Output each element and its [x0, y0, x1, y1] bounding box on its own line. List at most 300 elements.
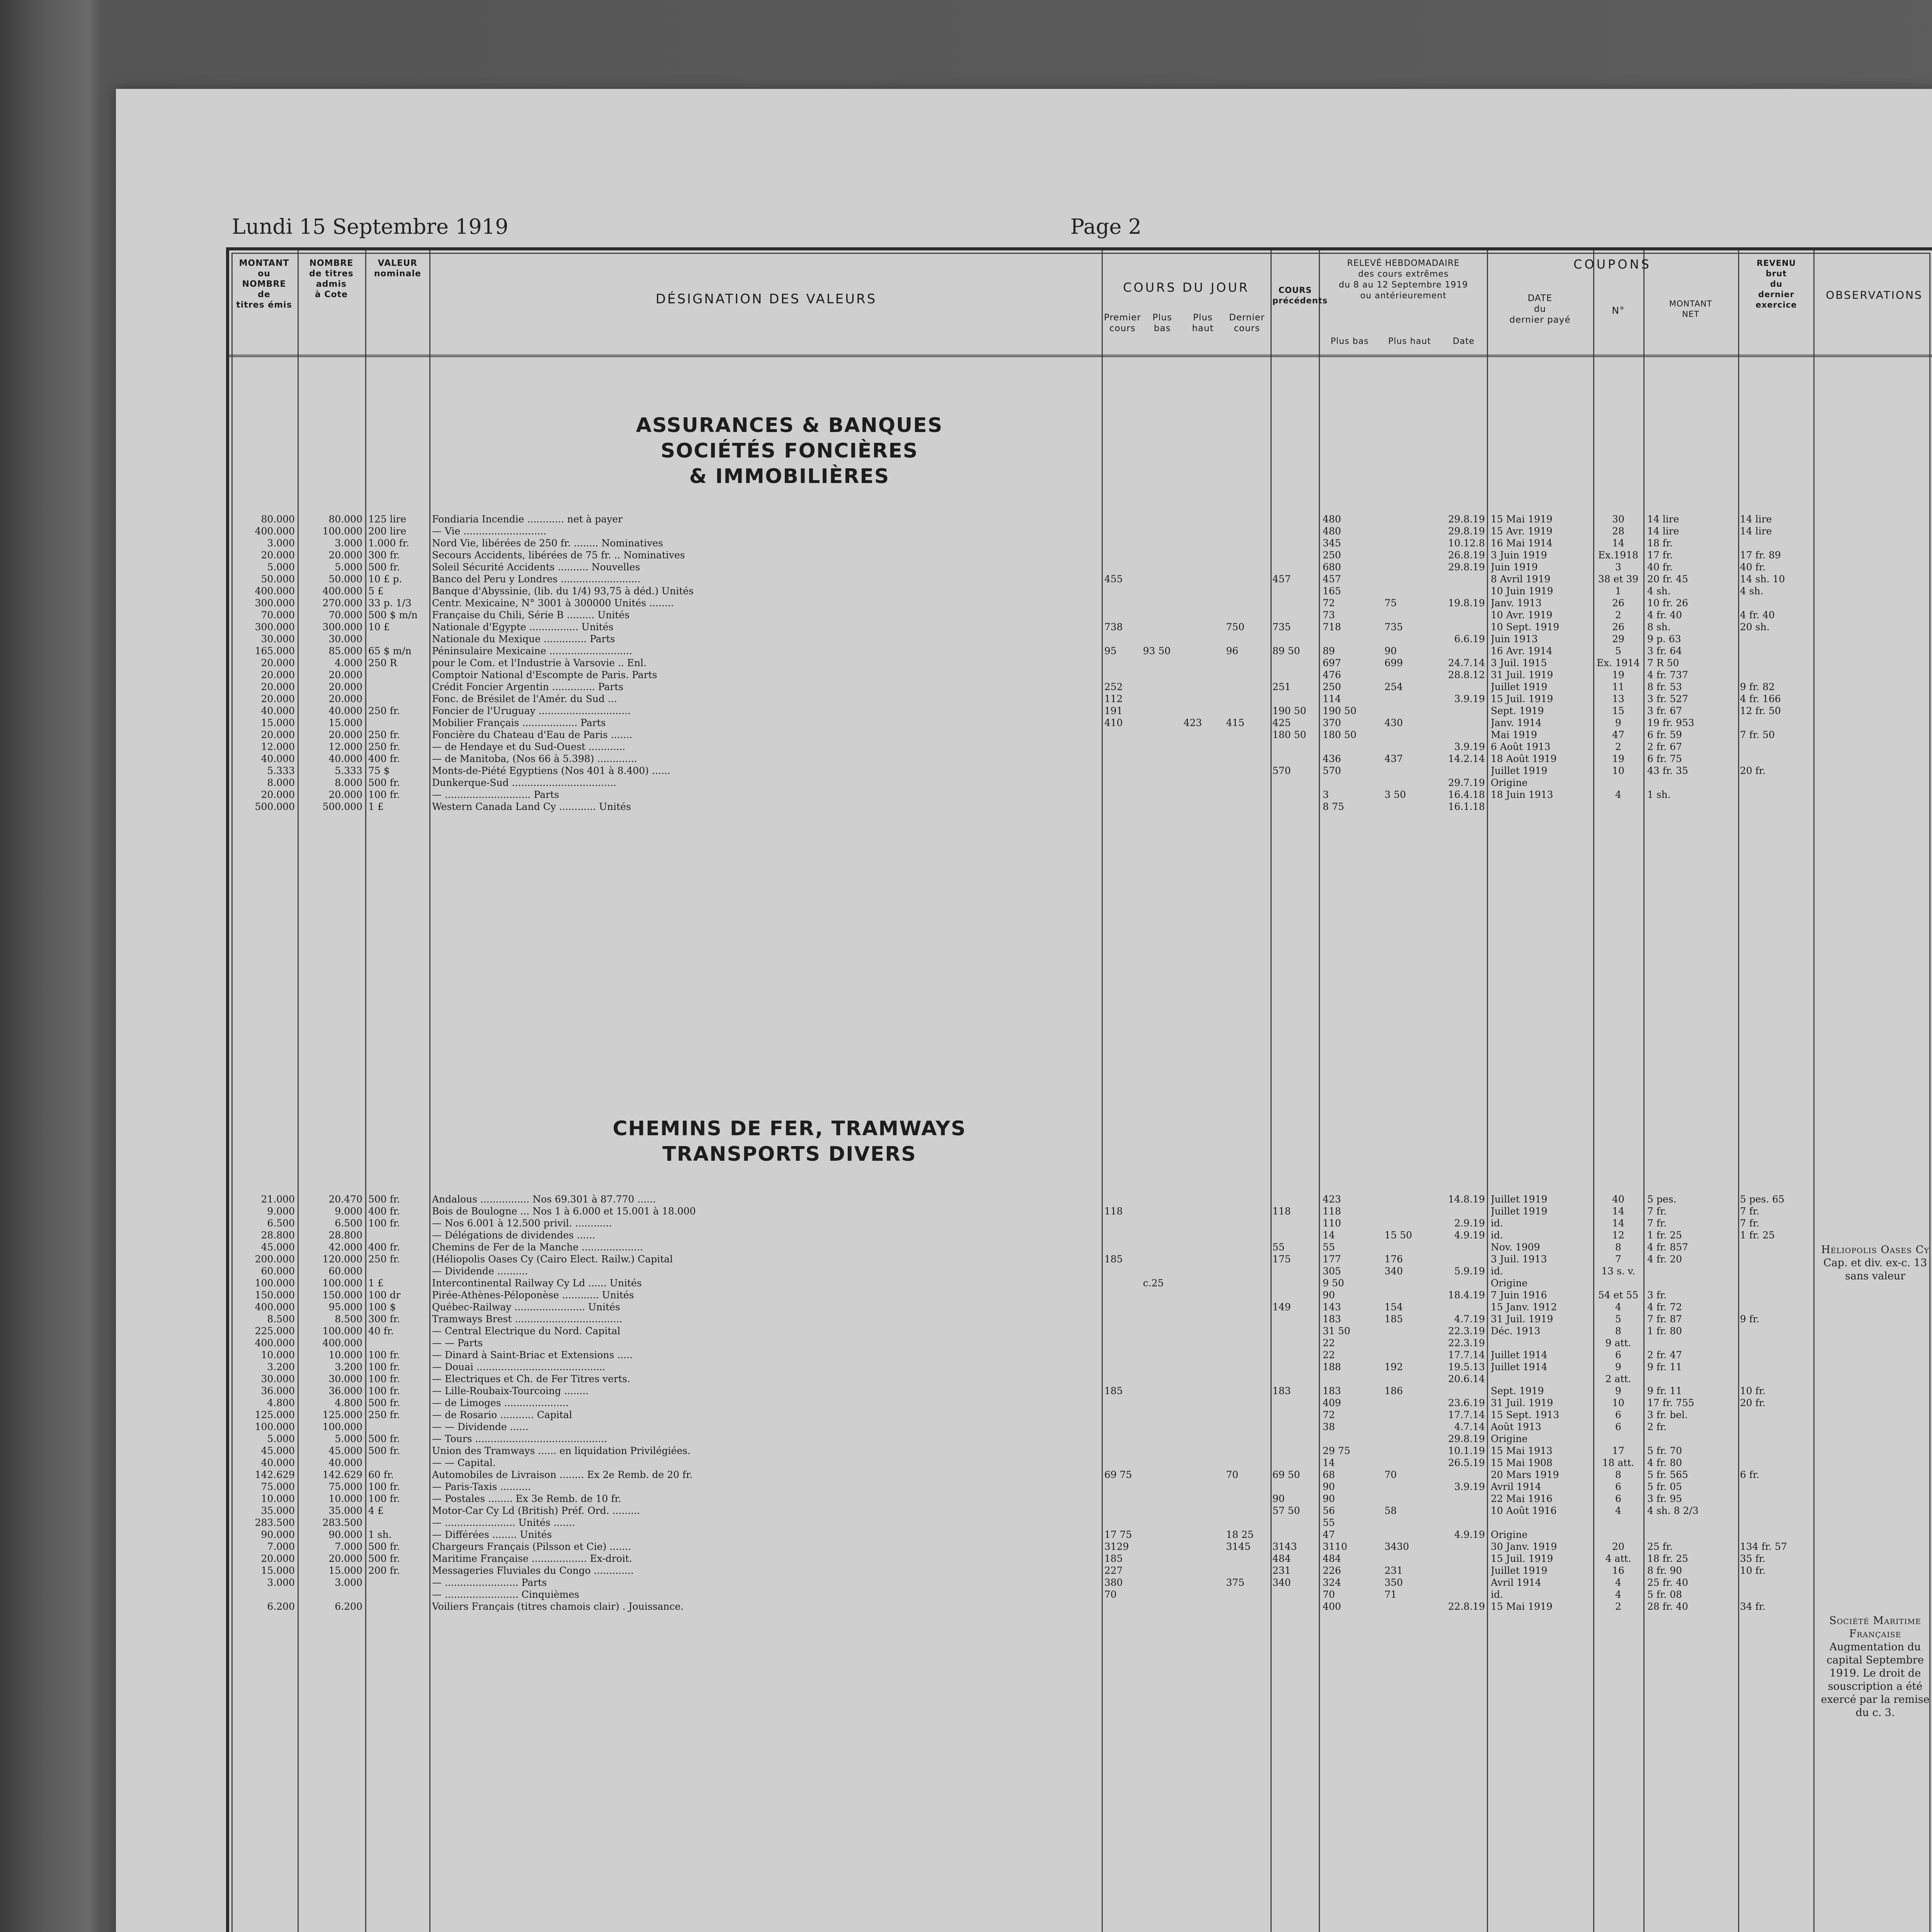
cell-nomb: 15.000	[328, 717, 362, 728]
table-row	[229, 1253, 1932, 1265]
cell-wpb: 72	[1323, 1409, 1335, 1420]
cell-cdate: Sept. 1919	[1491, 1385, 1544, 1396]
table-row	[229, 789, 1932, 801]
cell-rev: 12 fr. 50	[1740, 705, 1781, 716]
cell-val: 1.000 fr.	[368, 537, 409, 549]
col-separator	[1738, 250, 1739, 1932]
col-coupon-date: DATE du dernier payé	[1509, 293, 1571, 325]
cell-val: 1 £	[368, 1277, 384, 1289]
cell-des: Mobilier Français .................. Parts	[432, 717, 606, 728]
table-row	[229, 1433, 1932, 1445]
cell-wpb: 177	[1323, 1253, 1341, 1265]
cell-wph: 90	[1384, 645, 1397, 656]
cell-wpb: 476	[1323, 669, 1341, 680]
cell-nomb: 3.200	[335, 1361, 362, 1372]
col-separator	[365, 250, 366, 1932]
cell-nomb: 20.000	[328, 693, 362, 704]
observation-title: Héliopolis Oases Cy	[1821, 1244, 1929, 1256]
cell-val: 4 £	[368, 1505, 384, 1516]
cell-val: 200 fr.	[368, 1565, 400, 1576]
cell-mont: 300.000	[255, 621, 295, 633]
cell-nomb: 30.000	[328, 1373, 362, 1384]
cell-mont: 70.000	[261, 609, 295, 621]
cell-cmon: 7 fr.	[1647, 1218, 1667, 1229]
cell-mont: 200.000	[255, 1253, 295, 1265]
cell-wph: 340	[1384, 1265, 1403, 1277]
cell-wpb: 188	[1323, 1361, 1341, 1372]
col-designation: DÉSIGNATION DES VALEURS	[655, 291, 877, 307]
cell-wpb: 114	[1323, 693, 1341, 704]
cell-val: 100 fr.	[368, 1373, 400, 1384]
cell-des: Secours Accidents, libérées de 75 fr. .. Nominatives	[432, 549, 685, 561]
section-title-chemins-de-fer: CHEMINS DE FER, TRAMWAYS TRANSPORTS DIVERS	[612, 1117, 966, 1166]
cell-wdate: 29.8.19	[1448, 514, 1485, 525]
cell-plh: 423	[1184, 717, 1202, 728]
cell-prec: 190 50	[1272, 705, 1306, 716]
cell-cno: Ex.1918	[1598, 549, 1638, 561]
cell-prec: 340	[1272, 1577, 1291, 1588]
col-coupon-montant: MONTANT NET	[1669, 299, 1713, 319]
cell-nomb: 40.000	[328, 1457, 362, 1468]
cell-mont: 125.000	[255, 1409, 295, 1420]
cell-cno: 38 et 39	[1598, 573, 1639, 585]
cell-cmon: 5 fr. 05	[1647, 1481, 1682, 1492]
cell-wph: 75	[1384, 597, 1397, 609]
cell-cno: 5	[1615, 645, 1621, 656]
col-dernier: Dernier cours	[1229, 313, 1265, 333]
table-row	[229, 1529, 1932, 1541]
table-row	[229, 1313, 1932, 1325]
cell-nomb: 6.200	[335, 1601, 362, 1612]
cell-cdate: 15 Juil. 1919	[1491, 693, 1553, 704]
table-row	[229, 1301, 1932, 1313]
cell-cmon: 7 fr.	[1647, 1206, 1667, 1217]
cell-mont: 21.000	[261, 1194, 295, 1205]
cell-wdate: 26.5.19	[1448, 1457, 1485, 1468]
cell-wpb: 180 50	[1323, 729, 1357, 740]
cell-val: 500 fr.	[368, 1433, 400, 1444]
cell-cmon: 3 fr. 527	[1647, 693, 1688, 704]
cell-des: — Différées ........ Unités	[432, 1529, 552, 1540]
cell-wpb: 400	[1323, 1601, 1341, 1612]
cell-cno: 29	[1612, 633, 1624, 645]
cell-wdate: 16.1.18	[1448, 801, 1485, 812]
cell-des: Intercontinental Railway Cy Ld ...... Unités	[432, 1277, 642, 1289]
cell-cmon: 17 fr. 755	[1647, 1397, 1694, 1408]
col-plus-bas: Plus bas	[1152, 313, 1172, 333]
cell-wpb: 22	[1323, 1349, 1335, 1361]
cell-wdate: 14.8.19	[1448, 1194, 1485, 1205]
cell-des: — — Dividende ......	[432, 1421, 529, 1432]
table-row	[229, 1337, 1932, 1349]
cell-nomb: 15.000	[328, 1565, 362, 1576]
cell-rev: 6 fr.	[1740, 1469, 1760, 1480]
cell-cmon: 9 fr. 11	[1647, 1385, 1682, 1396]
table-row	[229, 729, 1932, 741]
cell-cmon: 4 fr. 20	[1647, 1253, 1682, 1265]
cell-wdate: 17.7.14	[1448, 1409, 1485, 1420]
cell-rev: 14 lire	[1740, 526, 1772, 537]
cell-cno: 30	[1612, 514, 1624, 525]
cell-des: — ............................ Parts	[432, 789, 559, 800]
cell-cno: 5	[1615, 1313, 1621, 1325]
cell-des: — Délégations de dividendes ......	[432, 1230, 595, 1241]
cell-cmon: 3 fr. 95	[1647, 1493, 1682, 1504]
cell-cmon: 28 fr. 40	[1647, 1601, 1688, 1612]
cell-prec: 149	[1272, 1301, 1291, 1313]
cell-rev: 10 fr.	[1740, 1565, 1766, 1576]
cell-wdate: 4.9.19	[1454, 1230, 1485, 1241]
cell-wdate: 29.7.19	[1448, 777, 1485, 788]
cell-wpb: 457	[1323, 573, 1341, 585]
cell-des: — Dinard à Saint-Briac et Extensions .....	[432, 1349, 633, 1361]
cell-cdate: Juillet 1914	[1491, 1361, 1548, 1372]
table-row	[229, 1277, 1932, 1289]
cell-wpb: 480	[1323, 526, 1341, 537]
cell-cdate: Juillet 1919	[1491, 765, 1548, 776]
cell-cno: 14	[1612, 1206, 1624, 1217]
cell-nomb: 142.629	[322, 1469, 362, 1480]
cell-cno: 8	[1615, 1469, 1621, 1480]
table-inner-rule	[231, 253, 1930, 1932]
cell-rev: 7 fr.	[1740, 1206, 1760, 1217]
cell-cno: 8	[1615, 1325, 1621, 1337]
cell-mont: 80.000	[261, 514, 295, 525]
cell-wpb: 436	[1323, 753, 1341, 764]
observation-text: Cap. et div. ex-c. 13 sans valeur	[1823, 1257, 1927, 1282]
cell-val: 250 fr.	[368, 1409, 400, 1420]
cell-wph: 15 50	[1384, 1230, 1412, 1241]
cell-des: Nord Vie, libérées de 250 fr. ........ Nominatives	[432, 537, 663, 549]
cell-cno: 2	[1615, 609, 1621, 621]
cell-nomb: 70.000	[328, 609, 362, 621]
table-row	[229, 525, 1932, 537]
cell-cmon: 19 fr. 953	[1647, 717, 1694, 728]
cell-wpb: 250	[1323, 549, 1341, 561]
table-row	[229, 741, 1932, 753]
cell-prem: 455	[1104, 573, 1123, 585]
cell-mont: 4.800	[267, 1397, 295, 1408]
cell-cmon: 17 fr.	[1647, 549, 1673, 561]
cell-cno: 28	[1612, 526, 1624, 537]
cell-cno: 17	[1612, 1445, 1624, 1456]
cell-mont: 30.000	[261, 633, 295, 645]
cell-cdate: 15 Avr. 1919	[1491, 526, 1553, 537]
cell-cno: 26	[1612, 597, 1624, 609]
cell-val: 1 sh.	[368, 1529, 392, 1540]
cell-wdate: 22.8.19	[1448, 1601, 1485, 1612]
cell-rev: 9 fr. 82	[1740, 681, 1775, 692]
cell-nomb: 36.000	[328, 1385, 362, 1396]
cell-nomb: 20.000	[328, 549, 362, 561]
cell-prem: 70	[1104, 1589, 1117, 1600]
cell-wdate: 26.8.19	[1448, 549, 1485, 561]
cell-val: 250 R	[368, 657, 397, 668]
col-separator	[1487, 250, 1488, 1932]
cell-val: 200 lire	[368, 526, 406, 537]
cell-wdate: 19.5.13	[1448, 1361, 1485, 1372]
table-row	[229, 693, 1932, 705]
cell-nomb: 283.500	[322, 1517, 362, 1528]
cell-mont: 35.000	[261, 1505, 295, 1516]
cell-cno: 9 att.	[1605, 1337, 1631, 1349]
table-row	[229, 537, 1932, 549]
cell-cno: 11	[1612, 681, 1624, 692]
cell-wpb: 324	[1323, 1577, 1341, 1588]
cell-wdate: 19.8.19	[1448, 597, 1485, 609]
table-row	[229, 1409, 1932, 1421]
col-premier: Premier cours	[1104, 313, 1141, 333]
cell-nomb: 8.000	[335, 777, 362, 788]
cell-des: Western Canada Land Cy ............ Unités	[432, 801, 631, 812]
col-separator	[298, 250, 299, 1932]
cell-nomb: 45.000	[328, 1445, 362, 1456]
cell-cno: 12	[1612, 1230, 1624, 1241]
cell-cno: 9	[1615, 717, 1621, 728]
cell-cno: 20	[1612, 1541, 1624, 1552]
cell-cdate: Janv. 1913	[1491, 597, 1542, 609]
table-row	[229, 765, 1932, 777]
table-row	[229, 645, 1932, 657]
cell-des: Comptoir National d'Escompte de Paris. Parts	[432, 669, 657, 680]
cell-plb: 93 50	[1143, 645, 1171, 656]
cell-cdate: 15 Sept. 1913	[1491, 1409, 1560, 1420]
cell-des: Messageries Fluviales du Congo .............	[432, 1565, 634, 1576]
cell-cno: 26	[1612, 621, 1624, 633]
cell-val: 500 fr.	[368, 561, 400, 573]
cell-cmon: 3 fr.	[1647, 1289, 1667, 1301]
cell-mont: 15.000	[261, 717, 295, 728]
cell-nomb: 400.000	[322, 585, 362, 597]
rows-assurances	[229, 513, 1932, 813]
cell-cno: 4 att.	[1605, 1553, 1631, 1564]
cell-des: Tramways Brest ...................................	[432, 1313, 622, 1325]
cell-cdate: 15 Mai 1919	[1491, 514, 1553, 525]
cell-cmon: 7 fr. 87	[1647, 1313, 1682, 1325]
cell-wdate: 16.4.18	[1448, 789, 1485, 800]
cell-mont: 20.000	[261, 729, 295, 740]
cell-cno: 40	[1612, 1194, 1624, 1205]
cell-val: 250 fr.	[368, 741, 400, 752]
cell-des: Centr. Mexicaine, N° 3001 à 300000 Unités ........	[432, 597, 674, 609]
cell-wpb: 183	[1323, 1313, 1341, 1325]
cell-wdate: 14.2.14	[1448, 753, 1485, 764]
cell-cmon: 3 fr. bel.	[1647, 1409, 1688, 1420]
cell-cmon: 5 fr. 70	[1647, 1445, 1682, 1456]
cell-nomb: 10.000	[328, 1493, 362, 1504]
cell-cmon: 1 sh.	[1647, 789, 1671, 800]
cell-mont: 28.800	[261, 1230, 295, 1241]
cell-mont: 100.000	[255, 1421, 295, 1432]
table-row	[229, 585, 1932, 597]
cell-wdate: 23.6.19	[1448, 1397, 1485, 1408]
cell-cdate: Juillet 1919	[1491, 1206, 1548, 1217]
cell-prem: 17 75	[1104, 1529, 1132, 1540]
cell-cdate: 31 Juil. 1919	[1491, 669, 1553, 680]
cell-rev: 9 fr.	[1740, 1313, 1760, 1325]
table-row	[229, 1541, 1932, 1553]
cell-wpb: 570	[1323, 765, 1341, 776]
table-row	[229, 1577, 1932, 1588]
cell-cdate: Origine	[1491, 1433, 1528, 1444]
cell-des: Dunkerque-Sud ..................................	[432, 777, 616, 788]
cell-des: Bois de Boulogne ... Nos 1 à 6.000 et 15.001 à 18.000	[432, 1206, 696, 1217]
table-row	[229, 1588, 1932, 1600]
cell-cdate: 15 Mai 1908	[1491, 1457, 1553, 1468]
table-row	[229, 1229, 1932, 1241]
cell-des: Union des Tramways ...... en liquidation Privilégiées.	[432, 1445, 690, 1456]
table-row	[229, 1289, 1932, 1301]
table-row	[229, 1600, 1932, 1612]
table-row	[229, 1457, 1932, 1469]
cell-cno: 3	[1615, 561, 1621, 573]
cell-wdate: 10.1.19	[1448, 1445, 1485, 1456]
cell-cno: 2	[1615, 741, 1621, 752]
cell-wph: 3 50	[1384, 789, 1406, 800]
cell-val: 400 fr.	[368, 1242, 400, 1253]
cell-prem: 69 75	[1104, 1469, 1132, 1480]
cell-cdate: 3 Juil. 1913	[1491, 1253, 1547, 1265]
cell-mont: 20.000	[261, 681, 295, 692]
cell-cdate: Déc. 1913	[1491, 1325, 1541, 1337]
cell-wph: 192	[1384, 1361, 1403, 1372]
cell-cdate: 16 Avr. 1914	[1491, 645, 1553, 656]
cell-prem: 191	[1104, 705, 1123, 716]
col-valeur: VALEUR nominale	[374, 259, 422, 279]
cell-prec: 735	[1272, 621, 1291, 633]
cell-cmon: 14 lire	[1647, 514, 1679, 525]
cell-nomb: 5.000	[335, 1433, 362, 1444]
cell-wpb: 190 50	[1323, 705, 1357, 716]
cell-des: — Douai ..........................................	[432, 1361, 605, 1372]
cell-wdate: 5.9.19	[1454, 1265, 1485, 1277]
cell-prem: 185	[1104, 1253, 1123, 1265]
col-cours-du-jour: COURS DU JOUR	[1123, 280, 1250, 295]
cell-wpb: 56	[1323, 1505, 1335, 1516]
cell-cmon: 4 fr. 737	[1647, 669, 1688, 680]
cell-cno: 1	[1615, 585, 1621, 597]
cell-cno: 14	[1612, 537, 1624, 549]
cell-mont: 12.000	[261, 741, 295, 752]
cell-cmon: 43 fr. 35	[1647, 765, 1688, 776]
cell-rev: 35 fr.	[1740, 1553, 1766, 1564]
cell-cmon: 14 lire	[1647, 526, 1679, 537]
cell-des: — Vie ...........................	[432, 526, 546, 537]
cell-prec: 183	[1272, 1385, 1291, 1396]
cell-mont: 3.000	[267, 537, 295, 549]
cell-wdate: 4.9.19	[1454, 1529, 1485, 1540]
cell-wpb: 55	[1323, 1517, 1335, 1528]
header-page-number: Page 2	[1070, 214, 1142, 239]
cell-cno: 6	[1615, 1349, 1621, 1361]
cell-prec: 69 50	[1272, 1469, 1300, 1480]
cell-mont: 283.500	[255, 1517, 295, 1528]
quotation-table	[226, 247, 1932, 1932]
cell-des: Fonc. de Brésilet de l'Amér. du Sud ...	[432, 693, 617, 704]
cell-mont: 300.000	[255, 597, 295, 609]
col-coupon-no: N°	[1612, 305, 1625, 316]
cell-des: Fondiaria Incendie ............ net à payer	[432, 514, 623, 525]
col-cours-precedents: COURS précédents	[1272, 286, 1328, 305]
cell-nomb: 40.000	[328, 705, 362, 716]
cell-cno: 18 att.	[1602, 1457, 1634, 1468]
cell-cdate: 10 Sept. 1919	[1491, 621, 1560, 633]
cell-wpb: 55	[1323, 1242, 1335, 1253]
cell-cmon: 6 fr. 59	[1647, 729, 1682, 740]
cell-mont: 90.000	[261, 1529, 295, 1540]
cell-val: 500 fr.	[368, 1445, 400, 1456]
cell-val: 500 $ m/n	[368, 609, 418, 621]
cell-cdate: 20 Mars 1919	[1491, 1469, 1559, 1480]
cell-mont: 3.200	[267, 1361, 295, 1372]
cell-des: Voiliers Français (titres chamois clair) . Jouissance.	[432, 1601, 684, 1612]
cell-cno: 10	[1612, 1397, 1624, 1408]
cell-wdate: 4.7.19	[1454, 1313, 1485, 1325]
cell-wpb: 305	[1323, 1265, 1341, 1277]
table-row	[229, 753, 1932, 765]
cell-wpb: 3110	[1323, 1541, 1347, 1552]
cell-val: 125 lire	[368, 514, 406, 525]
cell-val: 100 fr.	[368, 1218, 400, 1229]
cell-cdate: 3 Juin 1919	[1491, 549, 1547, 561]
cell-cmon: 2 fr. 47	[1647, 1349, 1682, 1361]
cell-cdate: 7 Juin 1916	[1491, 1289, 1547, 1301]
cell-prec: 118	[1272, 1206, 1291, 1217]
cell-wpb: 423	[1323, 1194, 1341, 1205]
cell-wph: 735	[1384, 621, 1403, 633]
cell-cno: 6	[1615, 1493, 1621, 1504]
cell-cmon: 4 sh.	[1647, 585, 1671, 597]
cell-cno: 6	[1615, 1409, 1621, 1420]
cell-des: — ........................ Parts	[432, 1577, 547, 1588]
cell-cno: 47	[1612, 729, 1624, 740]
cell-rev: 20 fr.	[1740, 1397, 1766, 1408]
cell-prec: 89 50	[1272, 645, 1300, 656]
col-releve-date: Date	[1452, 337, 1475, 346]
cell-nomb: 8.500	[335, 1313, 362, 1325]
cell-cdate: Origine	[1491, 777, 1528, 788]
cell-val: 100 fr.	[368, 1385, 400, 1396]
cell-cdate: 8 Avril 1919	[1491, 573, 1551, 585]
cell-nomb: 100.000	[322, 1421, 362, 1432]
cell-cno: 4	[1615, 1301, 1621, 1313]
cell-mont: 45.000	[261, 1242, 295, 1253]
cell-cmon: 9 fr. 11	[1647, 1361, 1682, 1372]
cell-prem: 380	[1104, 1577, 1123, 1588]
cell-prem: 3129	[1104, 1541, 1129, 1552]
cell-nomb: 42.000	[328, 1242, 362, 1253]
table-row	[229, 1421, 1932, 1433]
cell-val: 65 $ m/n	[368, 645, 412, 656]
cell-prec: 457	[1272, 573, 1291, 585]
cell-wph: 3430	[1384, 1541, 1409, 1552]
cell-cno: 10	[1612, 765, 1624, 776]
table-row	[229, 1493, 1932, 1505]
cell-cmon: 8 fr. 90	[1647, 1565, 1682, 1576]
cell-wpb: 697	[1323, 657, 1341, 668]
cell-wpb: 484	[1323, 1553, 1341, 1564]
cell-wpb: 345	[1323, 537, 1341, 549]
cell-val: 300 fr.	[368, 1313, 400, 1325]
cell-mont: 10.000	[261, 1493, 295, 1504]
cell-prec: 425	[1272, 717, 1291, 728]
cell-nomb: 270.000	[322, 597, 362, 609]
cell-mont: 36.000	[261, 1385, 295, 1396]
cell-nomb: 3.000	[335, 1577, 362, 1588]
cell-cno: 13 s. v.	[1601, 1265, 1635, 1277]
table-row	[229, 1361, 1932, 1373]
cell-cdate: 18 Août 1919	[1491, 753, 1557, 764]
